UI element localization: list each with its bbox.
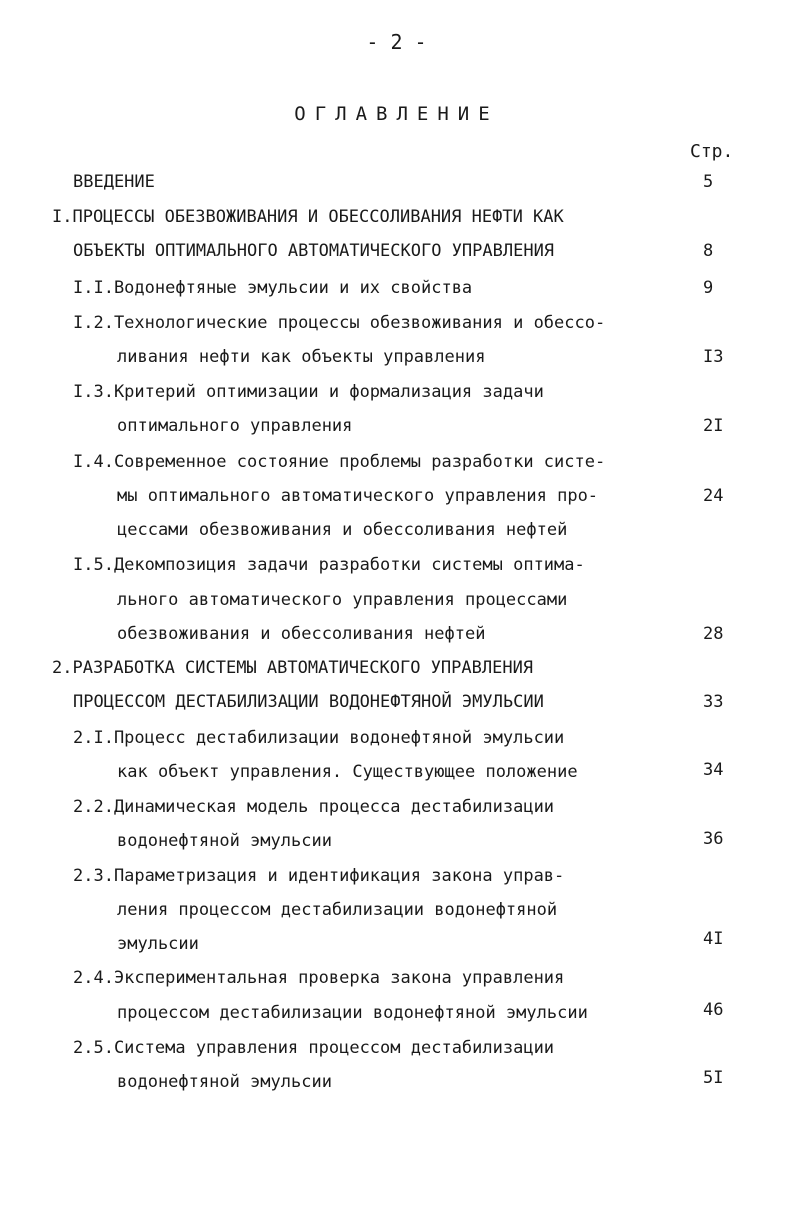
toc-page-number: 8 — [703, 241, 714, 261]
toc-entry-section-2-3-cont: ления процессом дестабилизации водонефтяной — [117, 900, 558, 920]
toc-entry-section-1-4-cont: мы оптимального автоматического управления про- — [117, 486, 599, 506]
toc-entry-chapter-1-cont: ОБЪЕКТЫ ОПТИМАЛЬНОГО АВТОМАТИЧЕСКОГО УПРАВЛЕНИЯ — [73, 241, 555, 261]
toc-entry-chapter-1: I.ПРОЦЕССЫ ОБЕЗВОЖИВАНИЯ И ОБЕССОЛИВАНИЯ НЕФТИ КАК — [52, 207, 564, 227]
toc-page-number: 24 — [703, 486, 724, 506]
toc-entry-section-2-3: 2.3.Параметризация и идентификация закона управ- — [73, 866, 565, 886]
toc-entry-section-2-1-cont: как объект управления. Существующее положение — [117, 762, 578, 782]
toc-entry-section-1-4: I.4.Современное состояние проблемы разработки систе- — [73, 452, 606, 472]
toc-page-number: 4I — [703, 929, 724, 949]
toc-entry-section-1-5: I.5.Декомпозиция задачи разработки системы оптима- — [73, 555, 585, 575]
toc-entry-section-1-5-cont: обезвоживания и обессоливания нефтей — [117, 624, 486, 644]
toc-entry-section-2-4-cont: процессом дестабилизации водонефтяной эмульсии — [117, 1003, 588, 1023]
toc-page-number: I3 — [703, 347, 724, 367]
toc-page-number: 36 — [703, 829, 724, 849]
toc-page-number: 5I — [703, 1068, 724, 1088]
toc-page-number: 28 — [703, 624, 724, 644]
toc-page-number: 33 — [703, 692, 724, 712]
toc-entry-section-2-1: 2.I.Процесс дестабилизации водонефтяной эмульсии — [73, 728, 565, 748]
toc-entry-section-1-5-cont: льного автоматического управления процессами — [117, 590, 568, 610]
toc-entry-section-2-2: 2.2.Динамическая модель процесса дестабилизации — [73, 797, 555, 817]
toc-entry-chapter-2: 2.РАЗРАБОТКА СИСТЕМЫ АВТОМАТИЧЕСКОГО УПРАВЛЕНИЯ — [52, 658, 534, 678]
toc-title: ОГЛАВЛЕНИЕ — [294, 103, 499, 125]
toc-page-number: 46 — [703, 1000, 724, 1020]
toc-page-number: 34 — [703, 760, 724, 780]
toc-entry-section-2-2-cont: водонефтяной эмульсии — [117, 831, 332, 851]
toc-page-number: 5 — [703, 172, 714, 192]
toc-entry-section-1-3: I.3.Критерий оптимизации и формализация задачи — [73, 382, 544, 402]
toc-page-number: 2I — [703, 416, 724, 436]
toc-entry-section-2-5: 2.5.Система управления процессом дестабилизации — [73, 1038, 555, 1058]
toc-entry-section-1-4-cont: цессами обезвоживания и обессоливания нефтей — [117, 520, 568, 540]
toc-entry-chapter-2-cont: ПРОЦЕССОМ ДЕСТАБИЛИЗАЦИИ ВОДОНЕФТЯНОЙ ЭМУЛЬСИИ — [73, 692, 544, 712]
page-column-label: Стр. — [690, 141, 734, 162]
page-number: - 2 - — [366, 30, 427, 54]
toc-entry-section-2-5-cont: водонефтяной эмульсии — [117, 1072, 332, 1092]
toc-entry-section-2-4: 2.4.Экспериментальная проверка закона управления — [73, 968, 565, 988]
toc-entry-section-2-3-cont: эмульсии — [117, 934, 199, 954]
toc-entry-section-1-1: I.I.Водонефтяные эмульсии и их свойства — [73, 278, 473, 298]
toc-entry-section-1-3-cont: оптимального управления — [117, 416, 353, 436]
toc-entry-section-1-2: I.2.Технологические процессы обезвоживания и обессо- — [73, 313, 606, 333]
toc-entry-section-1-2-cont: ливания нефти как объекты управления — [117, 347, 486, 367]
toc-entry-introduction: ВВЕДЕНИЕ — [73, 172, 155, 192]
toc-page-number: 9 — [703, 278, 714, 298]
